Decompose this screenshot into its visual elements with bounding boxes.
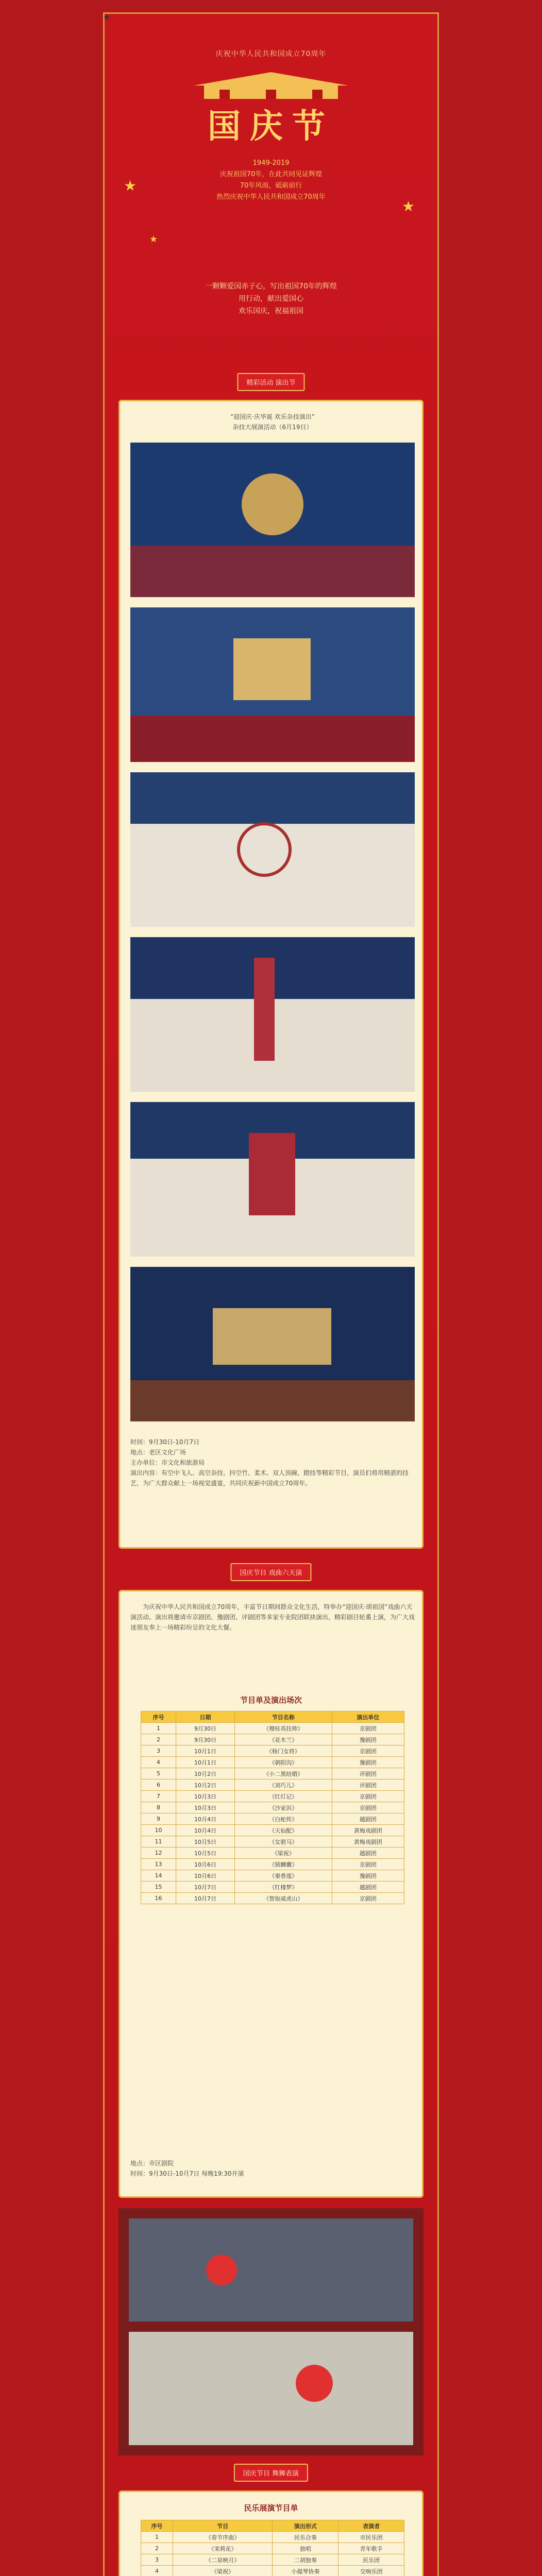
- table-cell: 10: [141, 1825, 176, 1836]
- table-cell: 京剧团: [332, 1802, 404, 1814]
- table-cell: 《白蛇传》: [235, 1814, 332, 1825]
- table-cell: 9: [141, 1814, 176, 1825]
- acrobatics-panel: [118, 400, 424, 1549]
- table-row: [141, 1745, 404, 1757]
- music-table-title: 民乐展演节目单: [244, 2503, 298, 2513]
- table-row: [141, 1734, 404, 1745]
- table-cell: 市民乐团: [338, 2532, 404, 2543]
- table-cell: 京剧团: [332, 1723, 404, 1734]
- table-cell: 小提琴协奏: [273, 2566, 338, 2576]
- table-cell: 评剧团: [332, 1768, 404, 1780]
- table-row: [141, 1768, 404, 1780]
- table-row: [141, 1859, 404, 1870]
- table-header-cell: 序号: [141, 2520, 173, 2532]
- table-row: [141, 1780, 404, 1791]
- table-cell: 京剧团: [332, 1791, 404, 1802]
- table-cell: 二胡独奏: [273, 2554, 338, 2566]
- table-header-cell: 节目名称: [235, 1711, 332, 1723]
- table-cell: 《秦香莲》: [235, 1870, 332, 1882]
- table-cell: 《梁祝》: [173, 2566, 273, 2576]
- table-row: [141, 1882, 404, 1893]
- table-row: [141, 1893, 404, 1904]
- table-cell: 10月7日: [176, 1893, 234, 1904]
- table-cell: 10月6日: [176, 1870, 234, 1882]
- section-tag-opera: 国庆节目 戏曲六天演: [230, 1563, 311, 1581]
- table-cell: 越剧团: [332, 1882, 404, 1893]
- opera-intro: 为庆祝中华人民共和国成立70周年，丰富节日期间群众文化生活，特举办“迎国庆·颂祖国”戏曲六天演活动。演出将邀请市京剧团、豫剧团、评剧团等多家专业院团联袂演出，精彩剧目轮番上演，为广大戏迷朋友奉上一场精彩纷呈的文化大餐。: [130, 1603, 415, 1631]
- table-cell: 豫剧团: [332, 1734, 404, 1745]
- table-cell: 京剧团: [332, 1893, 404, 1904]
- table-cell: 7: [141, 1791, 176, 1802]
- table-cell: 6: [141, 1780, 176, 1791]
- hero-years: 1949-2019 庆祝祖国70年，在此共同见证辉煌 70年风雨，砥砺前行 热烈庆祝中华人民共和国成立70周年: [216, 159, 326, 201]
- table-cell: 10月6日: [176, 1859, 234, 1870]
- table-cell: 越剧团: [332, 1814, 404, 1825]
- table-cell: 《二泉映月》: [173, 2554, 273, 2566]
- table-cell: 《茉莉花》: [173, 2543, 273, 2554]
- hero-title: 国庆节: [208, 107, 334, 146]
- section-tag-acrobatics: 精彩活动 演出节: [237, 373, 304, 391]
- table-cell: 《女驸马》: [235, 1836, 332, 1848]
- section-tag-lion: 国庆节目 舞狮表演: [234, 2464, 308, 2482]
- table-cell: 《天仙配》: [235, 1825, 332, 1836]
- acrobatics-details: 时间：9月30日-10月7日 地点：老区文化广场 主办单位：市文化和旅游局 演出内容：有空中飞人、高空杂技、抖空竹、柔术、双人顶碗、蹬技等精彩节目，演员们将用精湛的技艺，为广大群众献上一场视觉盛宴，共同庆祝新中国成立70周年。: [130, 1438, 409, 1487]
- table-cell: 《沙家浜》: [235, 1802, 332, 1814]
- table-cell: 1: [141, 1723, 176, 1734]
- table-cell: 《穆桂英挂帅》: [235, 1723, 332, 1734]
- music-program-table: [141, 2520, 404, 2576]
- table-cell: 《朝阳沟》: [235, 1757, 332, 1768]
- table-cell: 10月3日: [176, 1802, 234, 1814]
- table-cell: 8: [141, 1802, 176, 1814]
- hero-banner: [103, 12, 439, 404]
- lion-dance-photo: [118, 2208, 424, 2455]
- table-row: [141, 1836, 404, 1848]
- table-cell: 10月2日: [176, 1768, 234, 1780]
- opera-program-table: [141, 1711, 404, 1904]
- table-row: [141, 1848, 404, 1859]
- table-header-cell: 日期: [176, 1711, 234, 1723]
- table-row: [141, 2532, 404, 2543]
- table-cell: 10月3日: [176, 1791, 234, 1802]
- table-cell: 越剧团: [332, 1848, 404, 1859]
- table-cell: 2: [141, 1734, 176, 1745]
- table-cell: 青年歌手: [338, 2543, 404, 2554]
- opera-meta: 地点：市区剧院 时间：9月30日-10月7日 每晚19:30开演: [130, 2160, 244, 2177]
- table-cell: 《小二黑结婚》: [235, 1768, 332, 1780]
- table-cell: 10月4日: [176, 1825, 234, 1836]
- table-cell: 豫剧团: [332, 1757, 404, 1768]
- table-cell: 黄梅戏剧团: [332, 1836, 404, 1848]
- music-panel: [118, 2490, 424, 2576]
- table-row: [141, 2566, 404, 2576]
- star-icon: ★: [149, 234, 158, 245]
- table-cell: 3: [141, 2554, 173, 2566]
- table-cell: 民乐团: [338, 2554, 404, 2566]
- acrobatics-photo: [130, 1267, 415, 1421]
- table-row: [141, 2554, 404, 2566]
- table-cell: 《锁麟囊》: [235, 1859, 332, 1870]
- table-cell: 10月5日: [176, 1836, 234, 1848]
- page-frame: [103, 12, 439, 2576]
- table-cell: 豫剧团: [332, 1870, 404, 1882]
- table-cell: 1: [141, 2532, 173, 2543]
- table-cell: 《花木兰》: [235, 1734, 332, 1745]
- table-row: [141, 1825, 404, 1836]
- table-cell: 京剧团: [332, 1745, 404, 1757]
- table-row: [141, 2543, 404, 2554]
- acrobatics-photo: [130, 937, 415, 1092]
- table-cell: 12: [141, 1848, 176, 1859]
- tiananmen-icon: [189, 70, 353, 101]
- table-cell: 10月4日: [176, 1814, 234, 1825]
- table-cell: 16: [141, 1893, 176, 1904]
- table-cell: 10月7日: [176, 1882, 234, 1893]
- table-row: [141, 1870, 404, 1882]
- table-cell: 《刘巧儿》: [235, 1780, 332, 1791]
- table-cell: 11: [141, 1836, 176, 1848]
- table-cell: 10月2日: [176, 1780, 234, 1791]
- table-row: [141, 1723, 404, 1734]
- table-cell: 5: [141, 1768, 176, 1780]
- table-cell: 2: [141, 2543, 173, 2554]
- opera-table-title: 节目单及演出场次: [240, 1696, 302, 1705]
- table-cell: 15: [141, 1882, 176, 1893]
- table-header-cell: 节目: [173, 2520, 273, 2532]
- acrobatics-intro: “迎国庆·庆华诞 欢乐杂技演出” 杂技大展演活动（6月19日）: [230, 413, 315, 431]
- table-cell: 交响乐团: [338, 2566, 404, 2576]
- star-icon: ★: [402, 198, 415, 215]
- table-cell: 《梁祝》: [235, 1848, 332, 1859]
- hero-slogan: 庆祝中华人民共和国成立70周年: [215, 50, 327, 58]
- table-row: [141, 1757, 404, 1768]
- table-header-cell: 演出形式: [273, 2520, 338, 2532]
- star-icon: ★: [103, 12, 111, 22]
- table-cell: 9月30日: [176, 1734, 234, 1745]
- table-cell: 14: [141, 1870, 176, 1882]
- opera-panel: [118, 1590, 424, 2198]
- table-cell: 黄梅戏剧团: [332, 1825, 404, 1836]
- table-cell: 4: [141, 2566, 173, 2576]
- table-cell: 《杨门女将》: [235, 1745, 332, 1757]
- acrobatics-photo: [130, 607, 415, 762]
- table-cell: 《春节序曲》: [173, 2532, 273, 2543]
- table-cell: 13: [141, 1859, 176, 1870]
- hero-poem: 一颗颗爱国赤子心，写出祖国70年的辉煌 用行动，献出爱国心 欢乐国庆，祝福祖国: [205, 282, 337, 315]
- table-cell: 10月5日: [176, 1848, 234, 1859]
- table-cell: 9月30日: [176, 1723, 234, 1734]
- star-icon: ★: [124, 177, 137, 194]
- table-cell: 4: [141, 1757, 176, 1768]
- table-row: [141, 1791, 404, 1802]
- table-cell: 京剧团: [332, 1859, 404, 1870]
- table-header-cell: 表演者: [338, 2520, 404, 2532]
- acrobatics-photo: [130, 443, 415, 597]
- table-cell: 10月1日: [176, 1757, 234, 1768]
- table-row: [141, 1802, 404, 1814]
- table-cell: 独唱: [273, 2543, 338, 2554]
- table-cell: 《红灯记》: [235, 1791, 332, 1802]
- acrobatics-photo: [130, 1102, 415, 1257]
- table-header-cell: 演出单位: [332, 1711, 404, 1723]
- table-cell: 民乐合奏: [273, 2532, 338, 2543]
- table-cell: 评剧团: [332, 1780, 404, 1791]
- table-row: [141, 1814, 404, 1825]
- table-header-cell: 序号: [141, 1711, 176, 1723]
- acrobatics-photo: [130, 772, 415, 927]
- table-cell: 3: [141, 1745, 176, 1757]
- table-cell: 《红楼梦》: [235, 1882, 332, 1893]
- table-cell: 10月1日: [176, 1745, 234, 1757]
- table-cell: 《智取威虎山》: [235, 1893, 332, 1904]
